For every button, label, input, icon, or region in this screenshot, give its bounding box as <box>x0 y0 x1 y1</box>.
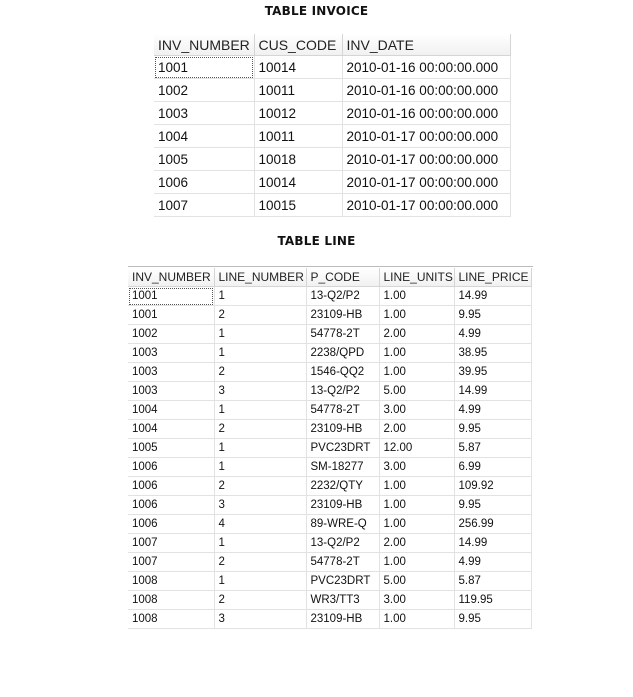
table-row[interactable] <box>128 382 531 401</box>
cell-line-units[interactable]: 1.00 <box>379 306 454 325</box>
grid-top-border <box>128 266 533 267</box>
cell-line-price[interactable]: 6.99 <box>454 458 531 477</box>
cell-line-price[interactable]: 109.92 <box>454 477 531 496</box>
table-row[interactable] <box>128 534 531 553</box>
cell-p-code[interactable]: 13-Q2/P2 <box>306 382 379 401</box>
cell-line-number[interactable]: 1 <box>214 401 306 420</box>
cell-line-number[interactable]: 3 <box>214 382 306 401</box>
column-header-line-units[interactable]: LINE_UNITS <box>379 268 454 287</box>
cell-line-number[interactable]: 3 <box>214 496 306 515</box>
cell-inv-date[interactable]: 2010-01-16 00:00:00.000 <box>342 56 510 79</box>
table-row[interactable] <box>128 610 531 629</box>
cell-line-number[interactable]: 2 <box>214 591 306 610</box>
cell-line-units[interactable]: 5.00 <box>379 572 454 591</box>
table-row[interactable] <box>154 56 510 79</box>
column-header-line-price[interactable]: LINE_PRICE <box>454 268 531 287</box>
cell-p-code[interactable]: 23109-HB <box>306 496 379 515</box>
cell-p-code[interactable]: 23109-HB <box>306 306 379 325</box>
cell-p-code[interactable]: 54778-2T <box>306 553 379 572</box>
table-row[interactable] <box>128 591 531 610</box>
table-row[interactable] <box>128 287 531 306</box>
cell-line-units[interactable]: 1.00 <box>379 344 454 363</box>
table-row[interactable] <box>128 363 531 382</box>
cell-cus-code[interactable]: 10012 <box>254 102 342 125</box>
cell-line-units[interactable]: 3.00 <box>379 401 454 420</box>
cell-inv-number[interactable]: 1004 <box>128 420 214 439</box>
cell-inv-number[interactable]: 1004 <box>154 125 254 148</box>
cell-cus-code[interactable]: 10011 <box>254 79 342 102</box>
cell-inv-number[interactable]: 1007 <box>128 534 214 553</box>
cell-line-number[interactable]: 3 <box>214 610 306 629</box>
line-table <box>128 268 532 629</box>
cell-line-number[interactable]: 1 <box>214 439 306 458</box>
cell-inv-number[interactable]: 1003 <box>128 344 214 363</box>
cell-line-number[interactable]: 4 <box>214 515 306 534</box>
cell-p-code[interactable]: PVC23DRT <box>306 572 379 591</box>
cell-inv-date[interactable]: 2010-01-17 00:00:00.000 <box>342 171 510 194</box>
cell-cus-code[interactable]: 10011 <box>254 125 342 148</box>
cell-line-number[interactable]: 1 <box>214 572 306 591</box>
cell-line-units[interactable]: 1.00 <box>379 496 454 515</box>
cell-p-code[interactable]: 2232/QTY <box>306 477 379 496</box>
cell-inv-date[interactable]: 2010-01-16 00:00:00.000 <box>342 79 510 102</box>
cell-line-price[interactable]: 9.95 <box>454 306 531 325</box>
cell-p-code[interactable]: WR3/TT3 <box>306 591 379 610</box>
table-row[interactable] <box>128 477 531 496</box>
cell-inv-number[interactable]: 1006 <box>128 496 214 515</box>
cell-cus-code[interactable]: 10014 <box>254 171 342 194</box>
table-row[interactable] <box>128 572 531 591</box>
cell-inv-date[interactable]: 2010-01-17 00:00:00.000 <box>342 148 510 171</box>
cell-inv-number[interactable]: 1001 <box>128 306 214 325</box>
cell-inv-number[interactable]: 1003 <box>128 363 214 382</box>
cell-inv-number[interactable]: 1002 <box>128 325 214 344</box>
cell-inv-number[interactable]: 1001 <box>128 287 214 306</box>
table-row[interactable] <box>128 420 531 439</box>
cell-inv-number[interactable]: 1006 <box>128 458 214 477</box>
table-row[interactable] <box>128 344 531 363</box>
line-table-title: TABLE LINE <box>277 234 356 248</box>
table-row[interactable] <box>154 194 510 217</box>
cell-line-units[interactable]: 3.00 <box>379 591 454 610</box>
cell-line-units[interactable]: 1.00 <box>379 610 454 629</box>
table-row[interactable] <box>154 171 510 194</box>
cell-line-price[interactable]: 4.99 <box>454 401 531 420</box>
table-row[interactable] <box>128 515 531 534</box>
cell-line-number[interactable]: 1 <box>214 344 306 363</box>
cell-line-units[interactable]: 5.00 <box>379 382 454 401</box>
cell-line-price[interactable]: 14.99 <box>454 382 531 401</box>
cell-p-code[interactable]: 2238/QPD <box>306 344 379 363</box>
cell-line-price[interactable]: 9.95 <box>454 496 531 515</box>
cell-line-number[interactable]: 1 <box>214 287 306 306</box>
cell-inv-number[interactable]: 1002 <box>154 79 254 102</box>
cell-inv-number[interactable]: 1007 <box>128 553 214 572</box>
cell-line-number[interactable]: 2 <box>214 553 306 572</box>
cell-line-price[interactable]: 4.99 <box>454 553 531 572</box>
cell-inv-number[interactable]: 1008 <box>128 591 214 610</box>
cell-line-price[interactable]: 39.95 <box>454 363 531 382</box>
cell-line-units[interactable]: 1.00 <box>379 553 454 572</box>
cell-p-code[interactable]: 1546-QQ2 <box>306 363 379 382</box>
cell-line-units[interactable]: 1.00 <box>379 363 454 382</box>
table-row[interactable] <box>128 401 531 420</box>
cell-line-price[interactable]: 14.99 <box>454 534 531 553</box>
cell-line-number[interactable]: 2 <box>214 477 306 496</box>
cell-line-units[interactable]: 2.00 <box>379 420 454 439</box>
cell-inv-number[interactable]: 1003 <box>154 102 254 125</box>
cell-p-code[interactable]: 89-WRE-Q <box>306 515 379 534</box>
cell-line-price[interactable]: 5.87 <box>454 439 531 458</box>
cell-p-code[interactable]: 23109-HB <box>306 420 379 439</box>
cell-line-units[interactable]: 2.00 <box>379 325 454 344</box>
cell-inv-number[interactable]: 1006 <box>154 171 254 194</box>
cell-line-price[interactable]: 9.95 <box>454 610 531 629</box>
cell-inv-number[interactable]: 1006 <box>128 515 214 534</box>
column-header-cus-code[interactable]: CUS_CODE <box>254 34 342 56</box>
cell-inv-date[interactable]: 2010-01-17 00:00:00.000 <box>342 194 510 217</box>
column-header-inv-number[interactable]: INV_NUMBER <box>128 268 214 287</box>
cell-p-code[interactable]: PVC23DRT <box>306 439 379 458</box>
cell-line-units[interactable]: 3.00 <box>379 458 454 477</box>
cell-line-price[interactable]: 119.95 <box>454 591 531 610</box>
invoice-table-title: TABLE INVOICE <box>264 4 369 18</box>
cell-p-code[interactable]: 13-Q2/P2 <box>306 534 379 553</box>
line-header-row <box>128 268 531 287</box>
cell-line-price[interactable]: 9.95 <box>454 420 531 439</box>
cell-p-code[interactable]: SM-18277 <box>306 458 379 477</box>
cell-p-code[interactable]: 23109-HB <box>306 610 379 629</box>
cell-line-number[interactable]: 1 <box>214 458 306 477</box>
table-row[interactable] <box>128 306 531 325</box>
cell-line-price[interactable]: 14.99 <box>454 287 531 306</box>
cell-inv-number[interactable]: 1005 <box>154 148 254 171</box>
cell-p-code[interactable]: 54778-2T <box>306 401 379 420</box>
cell-line-price[interactable]: 38.95 <box>454 344 531 363</box>
cell-line-number[interactable]: 1 <box>214 325 306 344</box>
cell-inv-number[interactable]: 1004 <box>128 401 214 420</box>
cell-inv-date[interactable]: 2010-01-16 00:00:00.000 <box>342 102 510 125</box>
cell-line-price[interactable]: 4.99 <box>454 325 531 344</box>
cell-line-price[interactable]: 5.87 <box>454 572 531 591</box>
cell-line-units[interactable]: 12.00 <box>379 439 454 458</box>
cell-cus-code[interactable]: 10014 <box>254 56 342 79</box>
column-header-inv-date[interactable]: INV_DATE <box>342 34 510 56</box>
cell-inv-number[interactable]: 1008 <box>128 610 214 629</box>
cell-line-units[interactable]: 2.00 <box>379 534 454 553</box>
cell-line-number[interactable]: 2 <box>214 306 306 325</box>
cell-line-number[interactable]: 2 <box>214 363 306 382</box>
cell-p-code[interactable]: 13-Q2/P2 <box>306 287 379 306</box>
table-row[interactable] <box>154 79 510 102</box>
cell-line-units[interactable]: 1.00 <box>379 515 454 534</box>
table-row[interactable] <box>128 325 531 344</box>
cell-inv-number[interactable]: 1006 <box>128 477 214 496</box>
invoice-header-row <box>154 34 510 56</box>
cell-inv-date[interactable]: 2010-01-17 00:00:00.000 <box>342 125 510 148</box>
cell-cus-code[interactable]: 10015 <box>254 194 342 217</box>
cell-inv-number[interactable]: 1007 <box>154 194 254 217</box>
cell-line-number[interactable]: 1 <box>214 534 306 553</box>
cell-inv-number[interactable]: 1001 <box>154 56 254 79</box>
cell-line-number[interactable]: 2 <box>214 420 306 439</box>
cell-inv-number[interactable]: 1005 <box>128 439 214 458</box>
cell-p-code[interactable]: 54778-2T <box>306 325 379 344</box>
table-row[interactable] <box>128 439 531 458</box>
cell-line-units[interactable]: 1.00 <box>379 477 454 496</box>
cell-cus-code[interactable]: 10018 <box>254 148 342 171</box>
table-row[interactable] <box>128 553 531 572</box>
column-header-line-number[interactable]: LINE_NUMBER <box>214 268 306 287</box>
table-row[interactable] <box>154 148 510 171</box>
table-row[interactable] <box>154 102 510 125</box>
table-row[interactable] <box>154 125 510 148</box>
table-row[interactable] <box>128 458 531 477</box>
cell-inv-number[interactable]: 1008 <box>128 572 214 591</box>
invoice-table <box>154 34 511 217</box>
cell-inv-number[interactable]: 1003 <box>128 382 214 401</box>
column-header-inv-number[interactable]: INV_NUMBER <box>154 34 254 56</box>
column-header-p-code[interactable]: P_CODE <box>306 268 379 287</box>
cell-line-price[interactable]: 256.99 <box>454 515 531 534</box>
table-row[interactable] <box>128 496 531 515</box>
cell-line-units[interactable]: 1.00 <box>379 287 454 306</box>
